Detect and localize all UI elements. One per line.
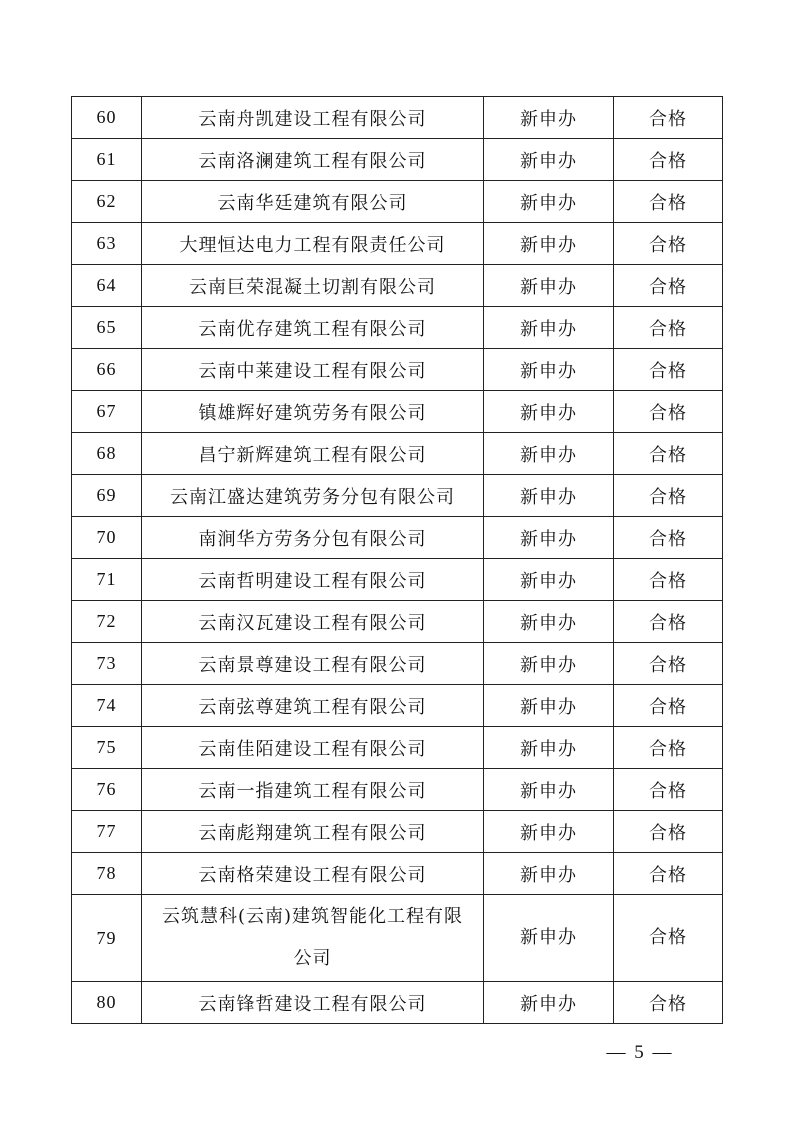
- row-number: 73: [72, 643, 142, 685]
- table-row: [72, 601, 723, 643]
- review-result: 合格: [614, 433, 723, 475]
- review-result: 合格: [614, 769, 723, 811]
- application-type: 新申办: [484, 391, 614, 433]
- company-name: 镇雄辉好建筑劳务有限公司: [142, 391, 484, 433]
- company-name: 云南彪翔建筑工程有限公司: [142, 811, 484, 853]
- row-number: 80: [72, 982, 142, 1024]
- table-row: [72, 433, 723, 475]
- application-type: 新申办: [484, 307, 614, 349]
- table-row: [72, 769, 723, 811]
- review-result: 合格: [614, 895, 723, 982]
- company-name: 云南优存建筑工程有限公司: [142, 307, 484, 349]
- row-number: 71: [72, 559, 142, 601]
- row-number: 66: [72, 349, 142, 391]
- table-row: [72, 517, 723, 559]
- table-row: [72, 727, 723, 769]
- review-result: 合格: [614, 97, 723, 139]
- review-result: 合格: [614, 307, 723, 349]
- row-number: 77: [72, 811, 142, 853]
- company-name: 云南巨荣混凝土切割有限公司: [142, 265, 484, 307]
- company-name: 云南弦尊建筑工程有限公司: [142, 685, 484, 727]
- application-type: 新申办: [484, 139, 614, 181]
- application-type: 新申办: [484, 895, 614, 982]
- table-row: [72, 685, 723, 727]
- review-result: 合格: [614, 391, 723, 433]
- review-result: 合格: [614, 223, 723, 265]
- company-name: 云南舟凯建设工程有限公司: [142, 97, 484, 139]
- row-number: 63: [72, 223, 142, 265]
- row-number: 60: [72, 97, 142, 139]
- row-number: 67: [72, 391, 142, 433]
- row-number: 65: [72, 307, 142, 349]
- application-type: 新申办: [484, 517, 614, 559]
- row-number: 62: [72, 181, 142, 223]
- application-type: 新申办: [484, 643, 614, 685]
- review-result: 合格: [614, 181, 723, 223]
- review-result: 合格: [614, 349, 723, 391]
- table-row: [72, 475, 723, 517]
- table-row: [72, 391, 723, 433]
- table-row: [72, 982, 723, 1024]
- company-name: 云南华廷建筑有限公司: [142, 181, 484, 223]
- review-result: 合格: [614, 811, 723, 853]
- company-name: 云南汉瓦建设工程有限公司: [142, 601, 484, 643]
- review-result: 合格: [614, 853, 723, 895]
- application-type: 新申办: [484, 223, 614, 265]
- table-row: [72, 643, 723, 685]
- table-row: [72, 181, 723, 223]
- row-number: 70: [72, 517, 142, 559]
- review-result: 合格: [614, 601, 723, 643]
- table-row: [72, 97, 723, 139]
- row-number: 64: [72, 265, 142, 307]
- table-row: [72, 265, 723, 307]
- row-number: 79: [72, 895, 142, 982]
- review-result: 合格: [614, 643, 723, 685]
- table-row: [72, 139, 723, 181]
- review-result: 合格: [614, 559, 723, 601]
- company-name-cell: [142, 895, 484, 982]
- company-table: [71, 96, 723, 1024]
- company-name: 云南景尊建设工程有限公司: [142, 643, 484, 685]
- application-type: 新申办: [484, 265, 614, 307]
- table-row: [72, 853, 723, 895]
- company-name: 云南一指建筑工程有限公司: [142, 769, 484, 811]
- application-type: 新申办: [484, 559, 614, 601]
- row-number: 76: [72, 769, 142, 811]
- review-result: 合格: [614, 139, 723, 181]
- company-name: 昌宁新辉建筑工程有限公司: [142, 433, 484, 475]
- application-type: 新申办: [484, 853, 614, 895]
- table-row: [72, 895, 723, 982]
- row-number: 69: [72, 475, 142, 517]
- row-number: 78: [72, 853, 142, 895]
- application-type: 新申办: [484, 769, 614, 811]
- review-result: 合格: [614, 727, 723, 769]
- application-type: 新申办: [484, 97, 614, 139]
- application-type: 新申办: [484, 475, 614, 517]
- company-name: 云筑慧科(云南)建筑智能化工程有限公司: [161, 906, 464, 969]
- application-type: 新申办: [484, 685, 614, 727]
- page-number: — 5 —: [606, 1042, 674, 1063]
- review-result: 合格: [614, 685, 723, 727]
- review-result: 合格: [614, 982, 723, 1024]
- application-type: 新申办: [484, 181, 614, 223]
- company-name: 南涧华方劳务分包有限公司: [142, 517, 484, 559]
- table-row: [72, 811, 723, 853]
- company-name: 云南锋哲建设工程有限公司: [142, 982, 484, 1024]
- application-type: 新申办: [484, 601, 614, 643]
- table-row: [72, 559, 723, 601]
- application-type: 新申办: [484, 727, 614, 769]
- company-name: 云南格荣建设工程有限公司: [142, 853, 484, 895]
- application-type: 新申办: [484, 433, 614, 475]
- row-number: 61: [72, 139, 142, 181]
- company-name: 云南哲明建设工程有限公司: [142, 559, 484, 601]
- application-type: 新申办: [484, 349, 614, 391]
- row-number: 72: [72, 601, 142, 643]
- application-type: 新申办: [484, 811, 614, 853]
- table-row: [72, 307, 723, 349]
- review-result: 合格: [614, 265, 723, 307]
- row-number: 75: [72, 727, 142, 769]
- row-number: 74: [72, 685, 142, 727]
- review-result: 合格: [614, 475, 723, 517]
- table-row: [72, 223, 723, 265]
- table-row: [72, 349, 723, 391]
- review-result: 合格: [614, 517, 723, 559]
- company-name: 云南江盛达建筑劳务分包有限公司: [142, 475, 484, 517]
- company-name: 云南中莱建设工程有限公司: [142, 349, 484, 391]
- row-number: 68: [72, 433, 142, 475]
- company-name: 云南佳陌建设工程有限公司: [142, 727, 484, 769]
- company-name: 大理恒达电力工程有限责任公司: [142, 223, 484, 265]
- application-type: 新申办: [484, 982, 614, 1024]
- company-name: 云南洛澜建筑工程有限公司: [142, 139, 484, 181]
